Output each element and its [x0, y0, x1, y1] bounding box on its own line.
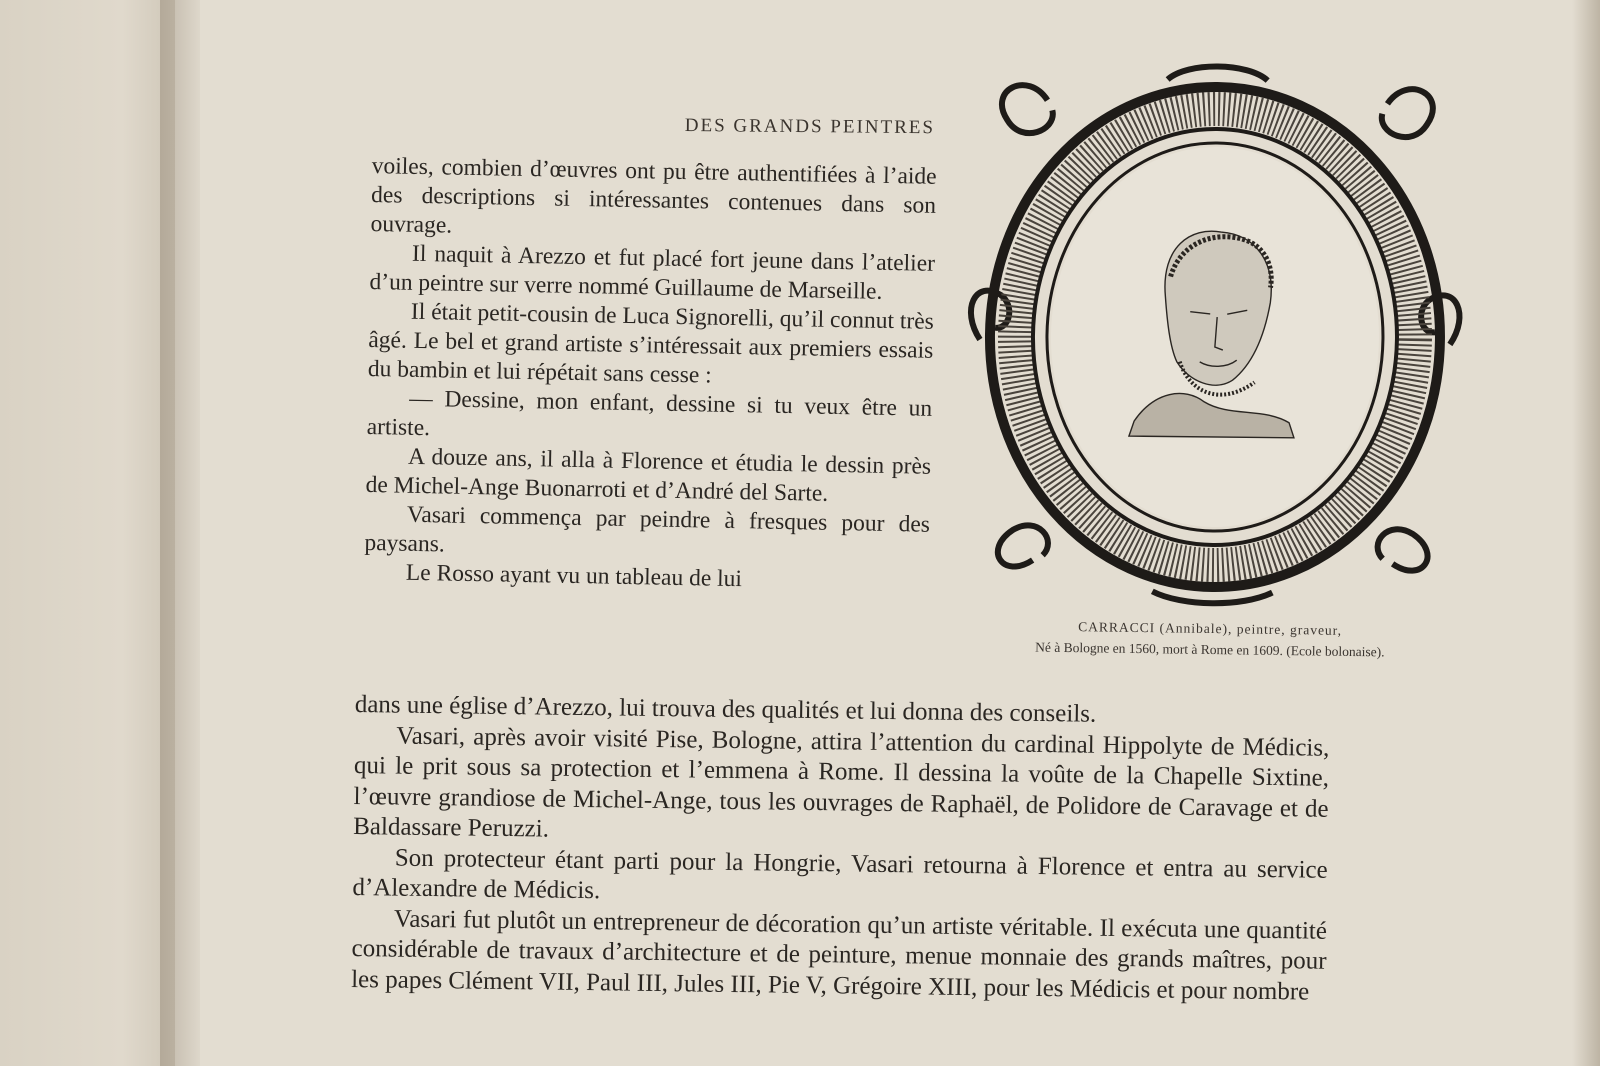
- paragraph: — Dessine, mon enfant, dessine si tu veux être un artiste.: [366, 385, 933, 442]
- running-title: DES GRANDS PEINTRES: [684, 115, 936, 139]
- portrait-frame-icon: [962, 59, 1468, 609]
- left-page: [0, 0, 175, 1066]
- page-edge: [1572, 0, 1600, 1066]
- paragraph: dans une église d’Arezzo, lui trouva des qualités et lui donna des conseils.: [354, 690, 1097, 728]
- paragraph: Le Rosso ayant vu un tableau de lui: [405, 559, 743, 593]
- full-width-text: [351, 690, 1330, 1008]
- paragraph: voiles, combien d’œuvres ont pu être authentifiées à l’aide des descriptions si intéressantes contenues dans son ouvrage.: [370, 152, 937, 239]
- paragraph: Vasari fut plutôt un entrepreneur de décoration qu’un artiste véritable. Il exécuta une quantité considérable de travaux d’architecture et de peinture, menue monnaie des grands maîtres, pour les papes Clément VII, Paul III, Jules III, Pie V, Grégoire XIII, pour les Médicis et pour nombre: [351, 905, 1328, 1006]
- book-gutter-shadow: [160, 0, 200, 1066]
- paragraph: A douze ans, il alla à Florence et étudia le dessin près de Michel-Ange Buonarroti et d’André del Sarte.: [365, 443, 932, 507]
- paragraph: Vasari commença par peindre à fresques pour des paysans.: [364, 501, 931, 558]
- paragraph: Vasari, après avoir visité Pise, Bologne, attira l’attention du cardinal Hippolyte de Médicis, qui le prit sous sa protection et l’emmena à Rome. Il dessina la voûte de la Chapelle Sixtine, l’œuvre grandiose de Michel-Ange, tous les ouvrages de Raphaël, de Polidore de Caravage et de Baldassare Peruzzi.: [353, 722, 1330, 843]
- column-text: [364, 152, 937, 598]
- paragraph: Son protecteur étant parti pour la Hongrie, Vasari retourna à Florence et entra au service d’Alexandre de Médicis.: [352, 844, 1328, 905]
- paragraph: Il était petit-cousin de Luca Signorelli, qu’il connut très âgé. Le bel et grand artiste s’intéressait aux premiers essais du bambin et lui répétait sans cesse :: [367, 298, 935, 389]
- illustration-caption: [975, 615, 1446, 664]
- paragraph: Il naquit à Arezzo et fut placé fort jeune dans l’atelier d’un peintre sur verre nommé Guillaume de Marseille.: [369, 240, 936, 305]
- caption-line: CARRACCI (Annibale), peintre, graveur,: [1078, 619, 1343, 638]
- caption-line: Né à Bologne en 1560, mort à Rome en 1609. (Ecole bolonaise).: [1035, 639, 1385, 660]
- portrait-illustration: [962, 59, 1468, 609]
